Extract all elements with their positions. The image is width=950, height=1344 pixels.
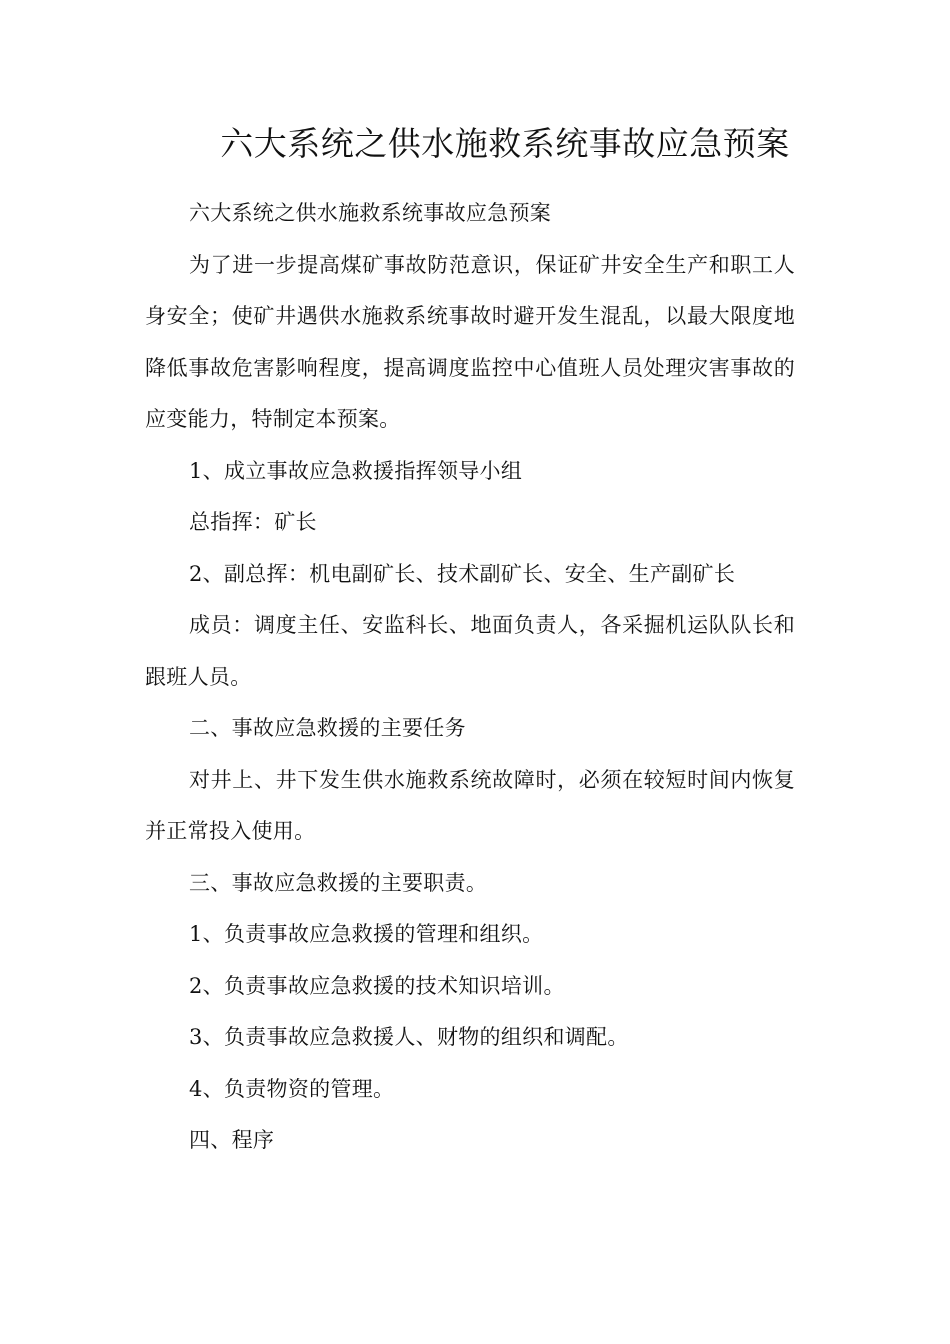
duty-item-1: 1、负责事故应急救援的管理和组织。 [189, 922, 544, 946]
section-2-heading: 二、事故应急救援的主要任务 [189, 716, 466, 740]
intro-paragraph: 为了进一步提高煤矿事故防范意识，保证矿井安全生产和职工人身安全；使矿井遇供水施救系统事故时避开发生混乱，以最大限度地降低事故危害影响程度，提高调度监控中心值班人员处理灾害事故的应变能力，特制定本预案。 [145, 252, 795, 431]
section-2-paragraph: 对井上、井下发生供水施救系统故障时，必须在较短时间内恢复并正常投入使用。 [145, 767, 795, 843]
duty-item-4: 4、负责物资的管理。 [189, 1076, 395, 1101]
members-paragraph: 成员：调度主任、安监科长、地面负责人，各采掘机运队队长和跟班人员。 [145, 613, 795, 689]
deputy-commander-line: 2、副总挥：机电副矿长、技术副矿长、安全、生产副矿长 [189, 561, 736, 586]
section-1-heading: 1、成立事故应急救援指挥领导小组 [189, 458, 523, 483]
section-3-heading: 三、事故应急救援的主要职责。 [189, 870, 488, 895]
duty-item-3: 3、负责事故应急救援人、财物的组织和调配。 [189, 1025, 629, 1049]
section-4-heading: 四、程序 [189, 1128, 275, 1152]
commander-line: 总指挥：矿长 [189, 510, 317, 534]
document-title: 六大系统之供水施救系统事故应急预案 [220, 124, 790, 163]
subtitle-paragraph: 六大系统之供水施救系统事故应急预案 [189, 201, 552, 225]
duty-item-2: 2、负责事故应急救援的技术知识培训。 [189, 973, 565, 998]
document-body [145, 188, 795, 1167]
